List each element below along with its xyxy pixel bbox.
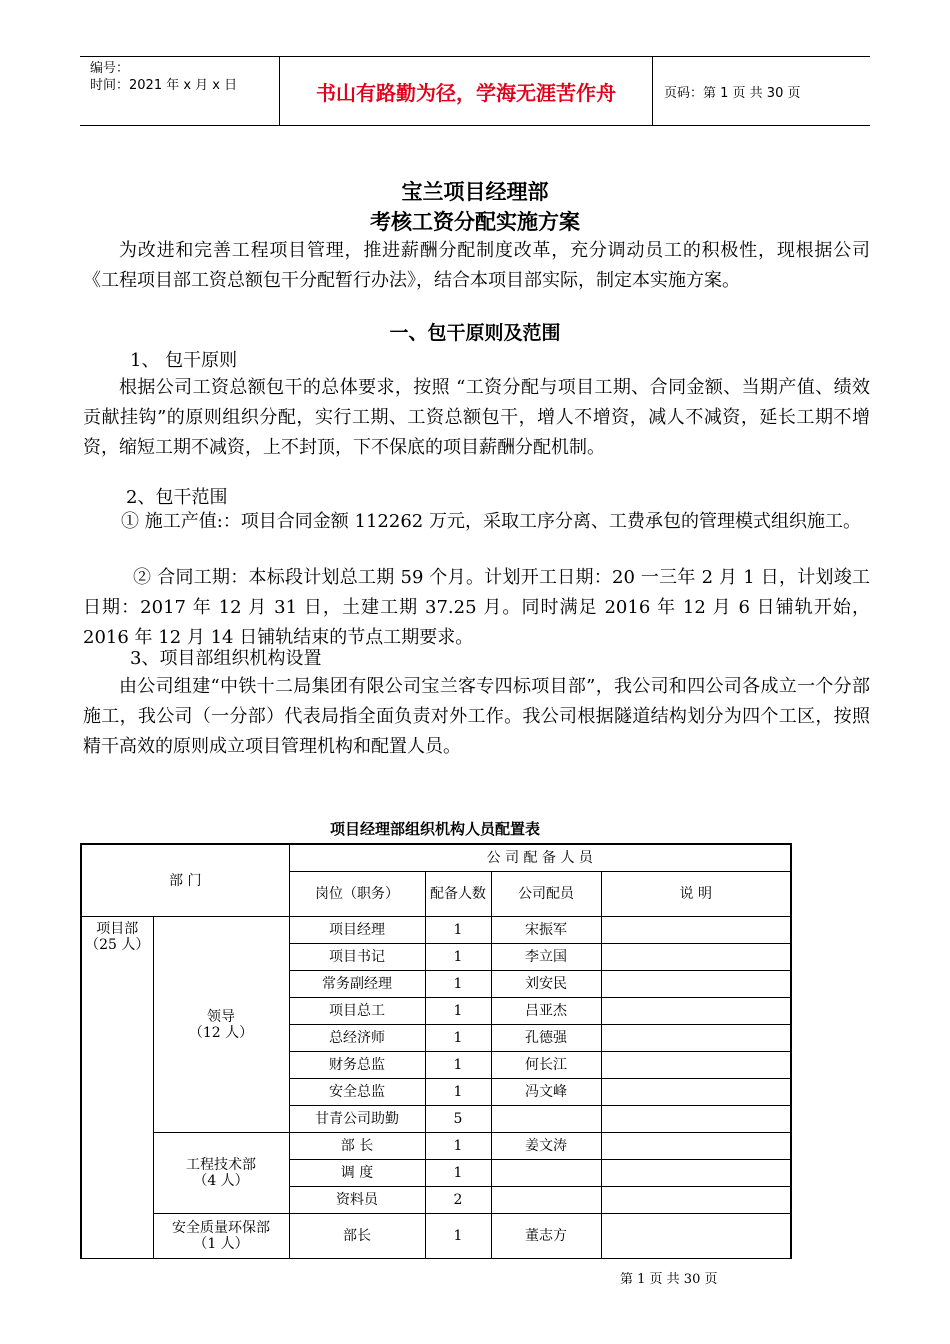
position-cell: 项目经理 (289, 917, 425, 944)
note-cell (601, 1052, 791, 1079)
intro-paragraph: 为改进和完善工程项目管理，推进薪酬分配制度改革，充分调动员工的积极性，现根据公司《工程项目部工资总额包干分配暂行办法》，结合本项目部实际，制定本实施方案。 (83, 240, 870, 291)
position-cell: 安全总监 (289, 1079, 425, 1106)
position-cell: 项目总工 (289, 998, 425, 1025)
note-cell (601, 1187, 791, 1214)
count-cell: 1 (425, 1025, 491, 1052)
position-cell: 甘青公司助勤 (289, 1106, 425, 1133)
header-person: 公司配员 (491, 872, 601, 917)
count-cell: 1 (425, 971, 491, 998)
position-cell: 部 长 (289, 1133, 425, 1160)
subsection-title-organization: 3、项目部组织机构设置 (130, 648, 322, 669)
scope-item-output: ① 施工产值:：项目合同金额 112262 万元，采取工序分离、工费承包的管理模式组织施工。 (121, 511, 861, 532)
count-cell: 1 (425, 944, 491, 971)
group-count: （4 人） (193, 1173, 249, 1189)
person-cell: 冯文峰 (491, 1079, 601, 1106)
position-cell: 项目书记 (289, 944, 425, 971)
count-cell: 1 (425, 917, 491, 944)
position-cell: 常务副经理 (289, 971, 425, 998)
header-note: 说 明 (601, 872, 791, 917)
header-company-staff: 公 司 配 备 人 员 (289, 844, 791, 872)
group-name: 领导 (207, 1008, 235, 1025)
subsection-title-scope: 2、包干范围 (126, 487, 228, 508)
project-dept-cell: 项目部（25 人） (81, 917, 153, 1259)
note-cell (601, 1079, 791, 1106)
note-cell (601, 1160, 791, 1187)
note-cell (601, 1106, 791, 1133)
table-title: 项目经理部组织机构人员配置表 (329, 820, 540, 838)
table-row (81, 1133, 791, 1160)
note-cell (601, 998, 791, 1025)
subsection-title-principle: 1、 包干原则 (130, 350, 238, 371)
note-cell (601, 944, 791, 971)
document-title: 宝兰项目经理部 (401, 179, 549, 204)
table-row (81, 1214, 791, 1259)
header-count: 配备人数 (425, 872, 491, 917)
header-page-info: 页码：第 1 页 共 30 页 (664, 85, 801, 101)
count-cell: 5 (425, 1106, 491, 1133)
header-motto: 书山有路勤为径，学海无涯苦作舟 (280, 57, 653, 125)
document-number-label: 编号： (90, 61, 130, 76)
count-cell: 1 (425, 1160, 491, 1187)
document-date: 时间：2021 年 x 月 x 日 (90, 78, 238, 93)
note-cell (601, 1133, 791, 1160)
note-cell (601, 971, 791, 998)
count-cell: 1 (425, 1079, 491, 1106)
note-cell (601, 917, 791, 944)
header-department: 部 门 (81, 844, 289, 917)
person-cell (491, 1160, 601, 1187)
person-cell: 李立国 (491, 944, 601, 971)
group-count: （12 人） (188, 1024, 254, 1041)
count-cell: 1 (425, 1052, 491, 1079)
position-cell: 调 度 (289, 1160, 425, 1187)
person-cell: 董志方 (491, 1214, 601, 1259)
person-cell (491, 1106, 601, 1133)
table-header-row (81, 844, 791, 872)
scope-item-duration: ② 合同工期：本标段计划总工期 59 个月。计划开工日期：20 一三年 2 月 1 日，计划竣工日期：2017 年 12 月 31 日，土建工期 37.25 月。同时满足 2016 年 12 月 6 日铺轨开始，2016 年 12 月 14 日铺轨结束的节点工期要求。 (83, 567, 870, 648)
principle-paragraph: 根据公司工资总额包干的总体要求，按照 “工资分配与项目工期、合同金额、当期产值、绩效贡献挂钩”的原则组织分配，实行工期、工资总额包干，增人不增资，减人不减资，延长工期不增资，缩短工期不减资，上不封顶，下不保底的项目薪酬分配机制。 (83, 377, 870, 458)
page-header (80, 56, 870, 126)
table-row (81, 917, 791, 944)
group-cell (153, 1133, 289, 1214)
position-cell: 财务总监 (289, 1052, 425, 1079)
note-cell (601, 1025, 791, 1052)
group-cell (153, 917, 289, 1133)
person-cell: 孔德强 (491, 1025, 601, 1052)
section-heading: 一、包干原则及范围 (389, 322, 561, 344)
staffing-table (80, 843, 792, 1259)
organization-paragraph: 由公司组建“中铁十二局集团有限公司宝兰客专四标项目部”，我公司和四公司各成立一个分部施工，我公司（一分部）代表局指全面负责对外工作。我公司根据隧道结构划分为四个工区，按照精干高效的原则成立项目管理机构和配置人员。 (83, 676, 870, 757)
group-cell (153, 1214, 289, 1259)
person-cell: 刘安民 (491, 971, 601, 998)
count-cell: 1 (425, 1214, 491, 1259)
group-name: 安全质量环保部 (172, 1220, 270, 1236)
document-subtitle: 考核工资分配实施方案 (370, 209, 580, 234)
person-cell: 姜文涛 (491, 1133, 601, 1160)
group-name: 工程技术部 (186, 1157, 256, 1173)
count-cell: 2 (425, 1187, 491, 1214)
group-count: （1 人） (193, 1236, 249, 1252)
position-cell: 总经济师 (289, 1025, 425, 1052)
count-cell: 1 (425, 998, 491, 1025)
person-cell: 吕亚杰 (491, 998, 601, 1025)
person-cell: 何长江 (491, 1052, 601, 1079)
position-cell: 部长 (289, 1214, 425, 1259)
person-cell (491, 1187, 601, 1214)
person-cell: 宋振军 (491, 917, 601, 944)
page-footer: 第 1 页 共 30 页 (620, 1272, 718, 1287)
header-meta (80, 57, 280, 125)
note-cell (601, 1214, 791, 1259)
position-cell: 资料员 (289, 1187, 425, 1214)
count-cell: 1 (425, 1133, 491, 1160)
header-position: 岗位（职务） (289, 872, 425, 917)
